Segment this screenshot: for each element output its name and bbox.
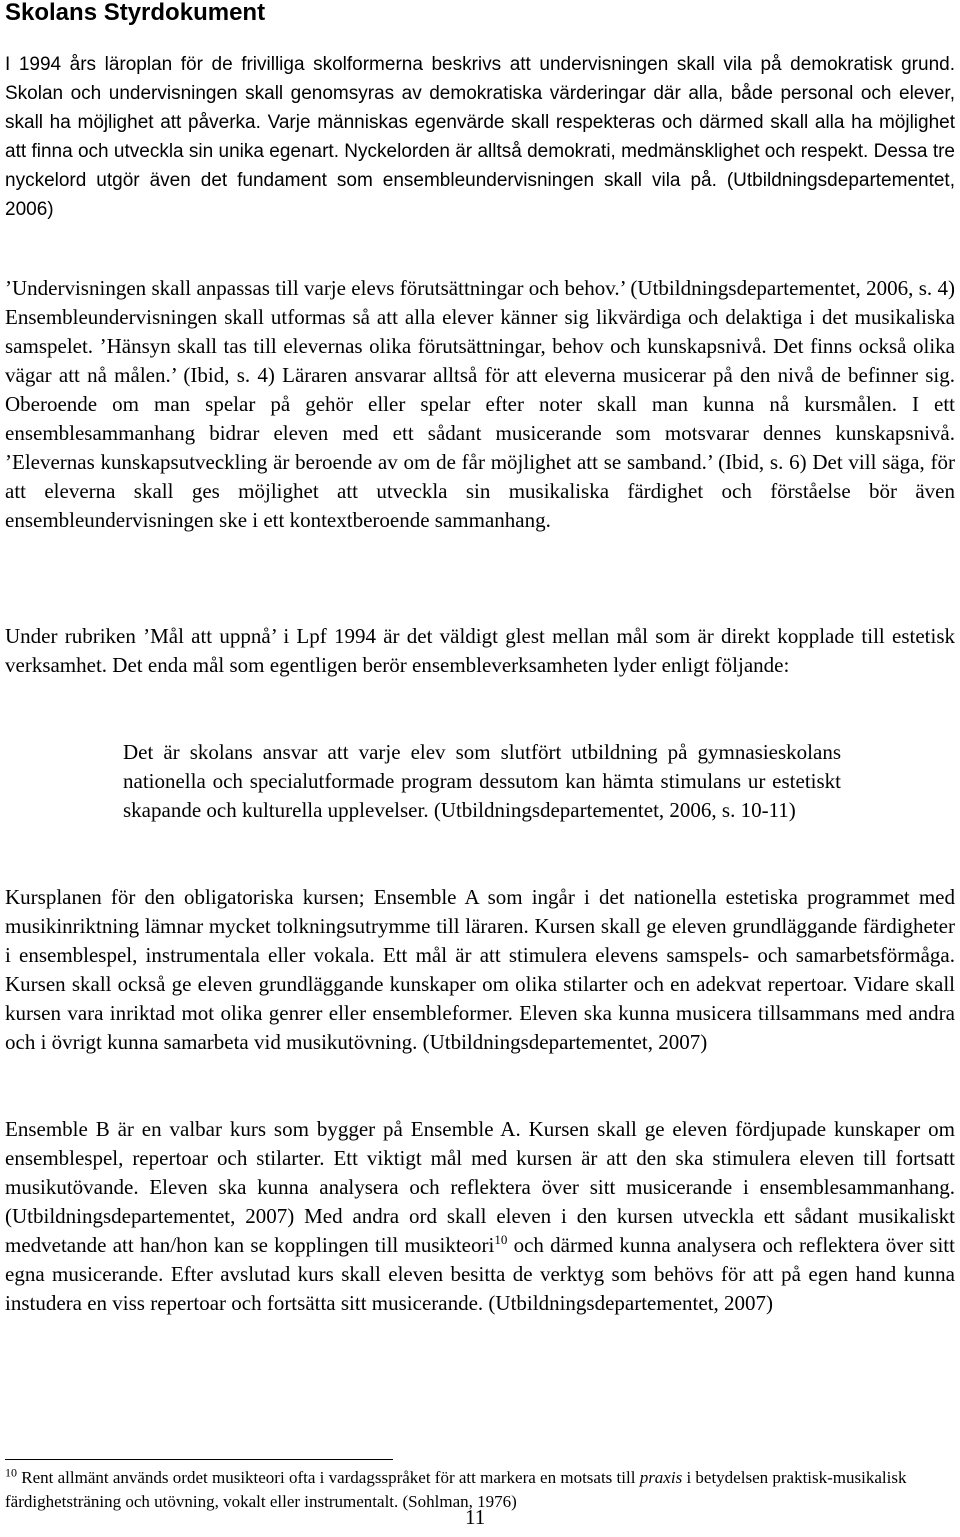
footnote-text-a: Rent allmänt används ordet musikteori ofta i vardagsspråket för att markera en motsats till (17, 1468, 640, 1487)
paragraph-1-text: I 1994 års läroplan för de frivilliga skolformerna beskrivs att undervisningen skall vila på demokratisk grund. Skolan och undervisningen skall genomsyras av demokratiska värderingar där alla, både personal och elever, skall ha möjlighet att påverka. Varje människas egenvärde skall respekteras och därmed skall alla ha möjlighet att finna och utveckla sin unika egenart. Nyckelorden är alltså demokrati, medmänsklighet och respekt. Dessa tre nyckelord utgör även det fundament som ensembleundervisningen skall vila på. (Utbildningsdepartementet, 2006) (5, 54, 955, 220)
footnote-number: 10 (5, 1465, 17, 1480)
footnote-ref: 10 (494, 1232, 508, 1247)
paragraph-3: Under rubriken ’Mål att uppnå’ i Lpf 1994 är det väldigt glest mellan mål som är direkt kopplade till estetisk verksamhet. Det enda mål som egentligen berör ensembleverksamheten lyder enligt följande: (5, 624, 955, 677)
footnote-italic: praxis (639, 1468, 683, 1487)
paragraph-5 (5, 1115, 955, 1318)
block-quote: Det är skolans ansvar att varje elev som slutfört utbildning på gymnasieskolans nationella och specialutformade program dessutom kan hämta stimulans ur estetiskt skapande och kulturella upplevelser. (Utbildningsdepartementet, 2006, s. 10-11) (123, 740, 841, 822)
footnote-divider (5, 1459, 393, 1460)
page-title: Skolans Styrdokument (5, 0, 266, 26)
paragraph-4: Kursplanen för den obligatoriska kursen; Ensemble A som ingår i det nationella estetiska programmet med musikinriktning lämnar mycket tolkningsutrymme till läraren. Kursen skall ge eleven grundläggande färdigheter i ensemblespel, instrumentala eller vokala. Ett mål är att stimulera elevens samspels- och samarbetsförmåga. Kursen skall också ge eleven grundläggande kunskaper om olika stilarter och en adekvat repertoar. Vidare skall kursen vara inriktad mot olika genrer eller ensembleformer. Eleven ska kunna musicera tillsammans med andra och i övrigt kunna samarbeta vid musikutövning. (Utbildningsdepartementet, 2007) (5, 885, 955, 1054)
paragraph-1 (5, 50, 955, 224)
paragraph-5-text-a: Ensemble B är en valbar kurs som bygger på Ensemble A. Kursen skall ge eleven fördjupade kunskaper om ensemblespel, repertoar och stilarter. Ett viktigt mål med kursen är att den ska stimulera eleven till fortsatt musikutövande. Eleven ska kunna analysera och reflektera över sitt musicerande i ensemblesammanhang. (Utbildningsdepartementet, 2007) Med andra ord skall eleven i den kursen utveckla ett sådant musikaliskt medvetande att han/hon kan se kopplingen till musikteori (5, 1117, 955, 1257)
paragraph-2: ’Undervisningen skall anpassas till varje elevs förutsättningar och behov.’ (Utbildningsdepartementet, 2006, s. 4) Ensembleundervisningen skall utformas så att alla elever känner sig likvärdiga och delaktiga i det musikaliska samspelet. ’Hänsyn skall tas till elevernas olika förutsättningar, behov och kunskapsnivå. Det finns också olika vägar att nå målen.’ (Ibid, s. 4) Läraren ansvarar alltså för att eleverna musicerar på den nivå de befinner sig. Oberoende om man spelar på gehör eller spelar efter noter skall man kunna nå kursmålen. I ett ensemblesammanhang bidrar eleven med ett sådant musicerande som motsvarar dennes kunskapsnivå. ’Elevernas kunskapsutveckling är beroende av om de får möjlighet att se samband.’ (Ibid, s. 6) Det vill säga, för att eleverna skall ges möjlighet att utveckla sin musikaliska färdighet och förståelse bör även ensembleundervisningen ske i ett kontextberoende sammanhang. (5, 276, 955, 532)
page-number: 11 (465, 1505, 486, 1529)
paragraph-5-text-b: och därmed kunna analysera och reflektera över sitt egna musicerande. Efter avslutad kurs skall eleven besitta de verktyg som behövs för att på egen hand kunna instudera en viss repertoar och fortsätta sitt musicerande. (Utbildningsdepartementet, 2007) (5, 1233, 955, 1315)
footnote-text-b: i betydelsen praktisk-musikalisk färdighetsträning och utövning, vokalt eller instrumentalt. (Sohlman, 1976) (5, 1468, 907, 1511)
